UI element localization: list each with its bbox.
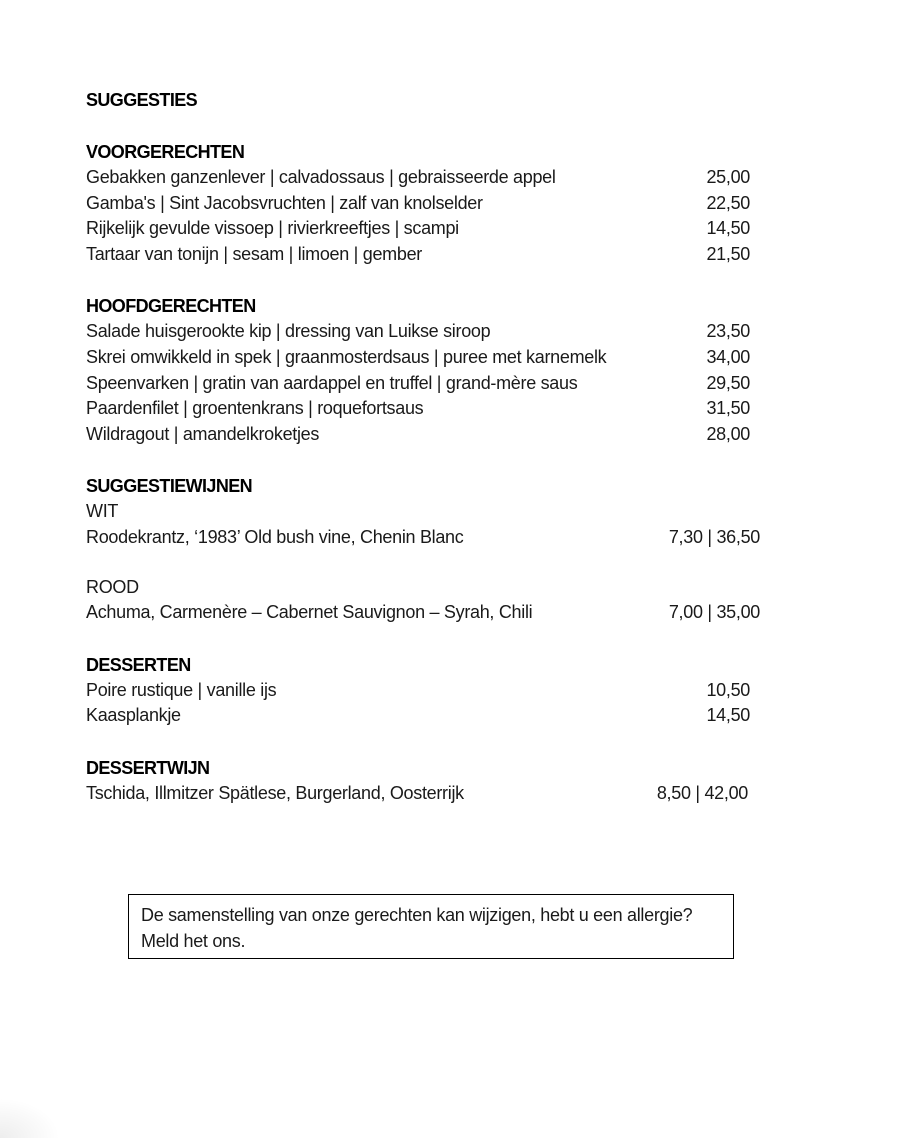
item-description: Achuma, Carmenère – Cabernet Sauvignon – Syrah, Chili — [86, 602, 533, 623]
item-description: Gebakken ganzenlever | calvadossaus | gebraisseerde appel — [86, 167, 556, 187]
menu-item — [86, 319, 776, 345]
item-price: 25,00 — [706, 167, 750, 187]
section-heading: HOOFDGERECHTEN — [86, 296, 256, 317]
section-desserten — [86, 653, 776, 729]
menu-item — [86, 242, 776, 268]
item-description: Tartaar van tonijn | sesam | limoen | gember — [86, 243, 422, 264]
section-heading: SUGGESTIEWIJNEN — [86, 476, 253, 497]
menu-item — [86, 396, 776, 422]
item-description: Speenvarken | gratin van aardappel en truffel | grand-mère saus — [86, 372, 578, 393]
item-price: 7,00 | 35,00 — [668, 602, 760, 623]
menu-item — [86, 191, 776, 217]
item-price: 10,50 — [706, 679, 750, 700]
menu-item — [86, 216, 776, 242]
section-suggestiewijnen — [86, 474, 776, 625]
item-description: Wildragout | amandelkroketjes — [86, 423, 320, 444]
notice-line: De samenstelling van onze gerechten kan wijzigen, hebt u een allergie? — [141, 905, 693, 925]
wine-red — [86, 575, 776, 626]
wine-item — [86, 525, 776, 551]
wine-category-label: WIT — [86, 501, 119, 522]
item-description: Rijkelijk gevulde vissoep | rivierkreeftjes | scampi — [86, 218, 459, 239]
notice-line: Meld het ons. — [141, 931, 246, 951]
item-description: Tschida, Illmitzer Spätlese, Burgerland, Oosterrijk — [86, 782, 464, 803]
item-price: 23,50 — [706, 321, 750, 342]
item-price: 21,50 — [706, 243, 750, 264]
section-hoofdgerechten — [86, 294, 776, 447]
menu — [86, 88, 776, 834]
menu-item — [86, 678, 776, 704]
item-price: 34,00 — [706, 346, 750, 367]
section-heading: DESSERTWIJN — [86, 757, 210, 778]
allergy-notice — [128, 894, 734, 959]
menu-item — [86, 345, 776, 371]
item-description: Kaasplankje — [86, 705, 181, 726]
item-price: 28,00 — [706, 423, 750, 444]
item-description: Roodekrantz, ‘1983’ Old bush vine, Chenin Blanc — [86, 526, 464, 547]
wine-white — [86, 499, 776, 550]
wine-item — [86, 600, 776, 626]
menu-title: SUGGESTIES — [86, 90, 198, 110]
item-price: 22,50 — [706, 192, 750, 213]
menu-item — [86, 165, 776, 191]
section-heading: VOORGERECHTEN — [86, 142, 245, 162]
menu-item — [86, 422, 776, 448]
item-description: Paardenfilet | groentenkrans | roquefortsaus — [86, 398, 424, 419]
menu-item — [86, 703, 776, 729]
menu-item — [86, 371, 776, 397]
item-price: 14,50 — [706, 218, 750, 239]
item-price: 8,50 | 42,00 — [656, 782, 748, 803]
item-description: Skrei omwikkeld in spek | graanmosterdsaus | puree met karnemelk — [86, 346, 607, 367]
wine-category-label: ROOD — [86, 576, 139, 597]
section-heading: DESSERTEN — [86, 654, 191, 675]
item-description: Gamba's | Sint Jacobsvruchten | zalf van knolselder — [86, 192, 483, 213]
section-voorgerechten — [86, 140, 776, 267]
page-corner-shadow — [0, 1098, 60, 1138]
item-description: Poire rustique | vanille ijs — [86, 679, 277, 700]
item-price: 31,50 — [706, 398, 750, 419]
wine-item — [86, 781, 776, 807]
item-price: 14,50 — [706, 705, 750, 726]
item-price: 7,30 | 36,50 — [668, 526, 760, 547]
item-price: 29,50 — [706, 372, 750, 393]
section-dessertwijn — [86, 756, 776, 807]
item-description: Salade huisgerookte kip | dressing van Luikse siroop — [86, 321, 491, 342]
